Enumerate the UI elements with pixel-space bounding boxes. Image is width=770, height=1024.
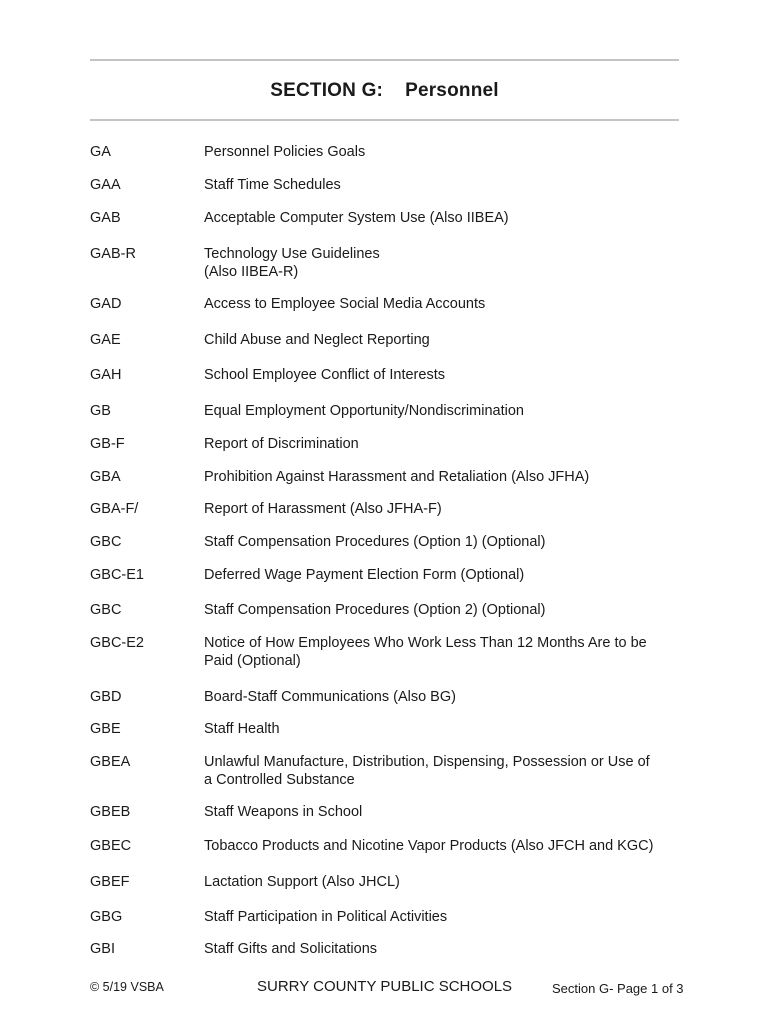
policy-title: Staff Weapons in School	[204, 804, 363, 820]
policy-title: Staff Health	[204, 721, 280, 737]
policy-title: Staff Compensation Procedures (Option 2) (Optional)	[204, 602, 546, 618]
policy-title: Child Abuse and Neglect Reporting	[204, 332, 430, 348]
policy-code: GBEA	[90, 754, 131, 770]
policy-title: School Employee Conflict of Interests	[204, 367, 445, 383]
top-divider	[90, 59, 679, 61]
policy-title: Prohibition Against Harassment and Retaliation (Also JFHA)	[204, 469, 590, 485]
footer-page-number: Section G- Page 1 of 3	[552, 981, 684, 996]
policy-code: GBEC	[90, 838, 132, 854]
title-divider	[90, 119, 679, 121]
policy-code: GBG	[90, 909, 123, 925]
policy-title: Deferred Wage Payment Election Form (Optional)	[204, 567, 525, 583]
policy-code: GBC	[90, 534, 122, 550]
policy-code: GBEB	[90, 804, 131, 820]
policy-title: Report of Discrimination	[204, 436, 359, 452]
policy-title: Acceptable Computer System Use (Also IIBEA)	[204, 210, 509, 226]
footer-copyright: © 5/19 VSBA	[90, 980, 164, 994]
policy-title: Notice of How Employees Who Work Less Than 12 Months Are to be Paid (Optional)	[204, 635, 647, 669]
policy-title: Staff Time Schedules	[204, 177, 341, 193]
page-title	[90, 80, 679, 102]
policy-code: GBC	[90, 602, 122, 618]
policy-title: Equal Employment Opportunity/Nondiscrimination	[204, 403, 524, 419]
policy-code: GAB-R	[90, 246, 136, 262]
policy-code: GAD	[90, 296, 122, 312]
section-name: Personnel	[405, 80, 499, 101]
policy-code: GBD	[90, 689, 122, 705]
policy-title: Technology Use Guidelines (Also IIBEA-R)	[204, 246, 380, 280]
policy-code: GBC-E1	[90, 567, 144, 583]
policy-code: GAB	[90, 210, 121, 226]
policy-title: Personnel Policies Goals	[204, 144, 366, 160]
policy-code: GBI	[90, 941, 115, 957]
policy-title: Report of Harassment (Also JFHA-F)	[204, 501, 442, 517]
policy-code: GB-F	[90, 436, 125, 452]
policy-code: GBA	[90, 469, 121, 485]
policy-code: GAH	[90, 367, 122, 383]
policy-code: GBE	[90, 721, 121, 737]
policy-code: GBA-F/	[90, 501, 139, 517]
policy-title: Staff Compensation Procedures (Option 1) (Optional)	[204, 534, 546, 550]
policy-title: Lactation Support (Also JHCL)	[204, 874, 400, 890]
policy-code: GAE	[90, 332, 121, 348]
policy-code: GBEF	[90, 874, 130, 890]
policy-title: Board-Staff Communications (Also BG)	[204, 689, 456, 705]
policy-code: GB	[90, 403, 111, 419]
policy-code: GA	[90, 144, 111, 160]
section-label: SECTION G:	[270, 80, 384, 101]
policy-title: Unlawful Manufacture, Distribution, Dispensing, Possession or Use of a Controlled Substance	[204, 754, 650, 788]
policy-code: GAA	[90, 177, 121, 193]
policy-title: Staff Gifts and Solicitations	[204, 941, 378, 957]
policy-title: Access to Employee Social Media Accounts	[204, 296, 486, 312]
policy-title: Tobacco Products and Nicotine Vapor Products (Also JFCH and KGC)	[204, 838, 654, 854]
policy-title: Staff Participation in Political Activities	[204, 909, 448, 925]
policy-code: GBC-E2	[90, 635, 144, 651]
footer-district: SURRY COUNTY PUBLIC SCHOOLS	[257, 978, 513, 995]
